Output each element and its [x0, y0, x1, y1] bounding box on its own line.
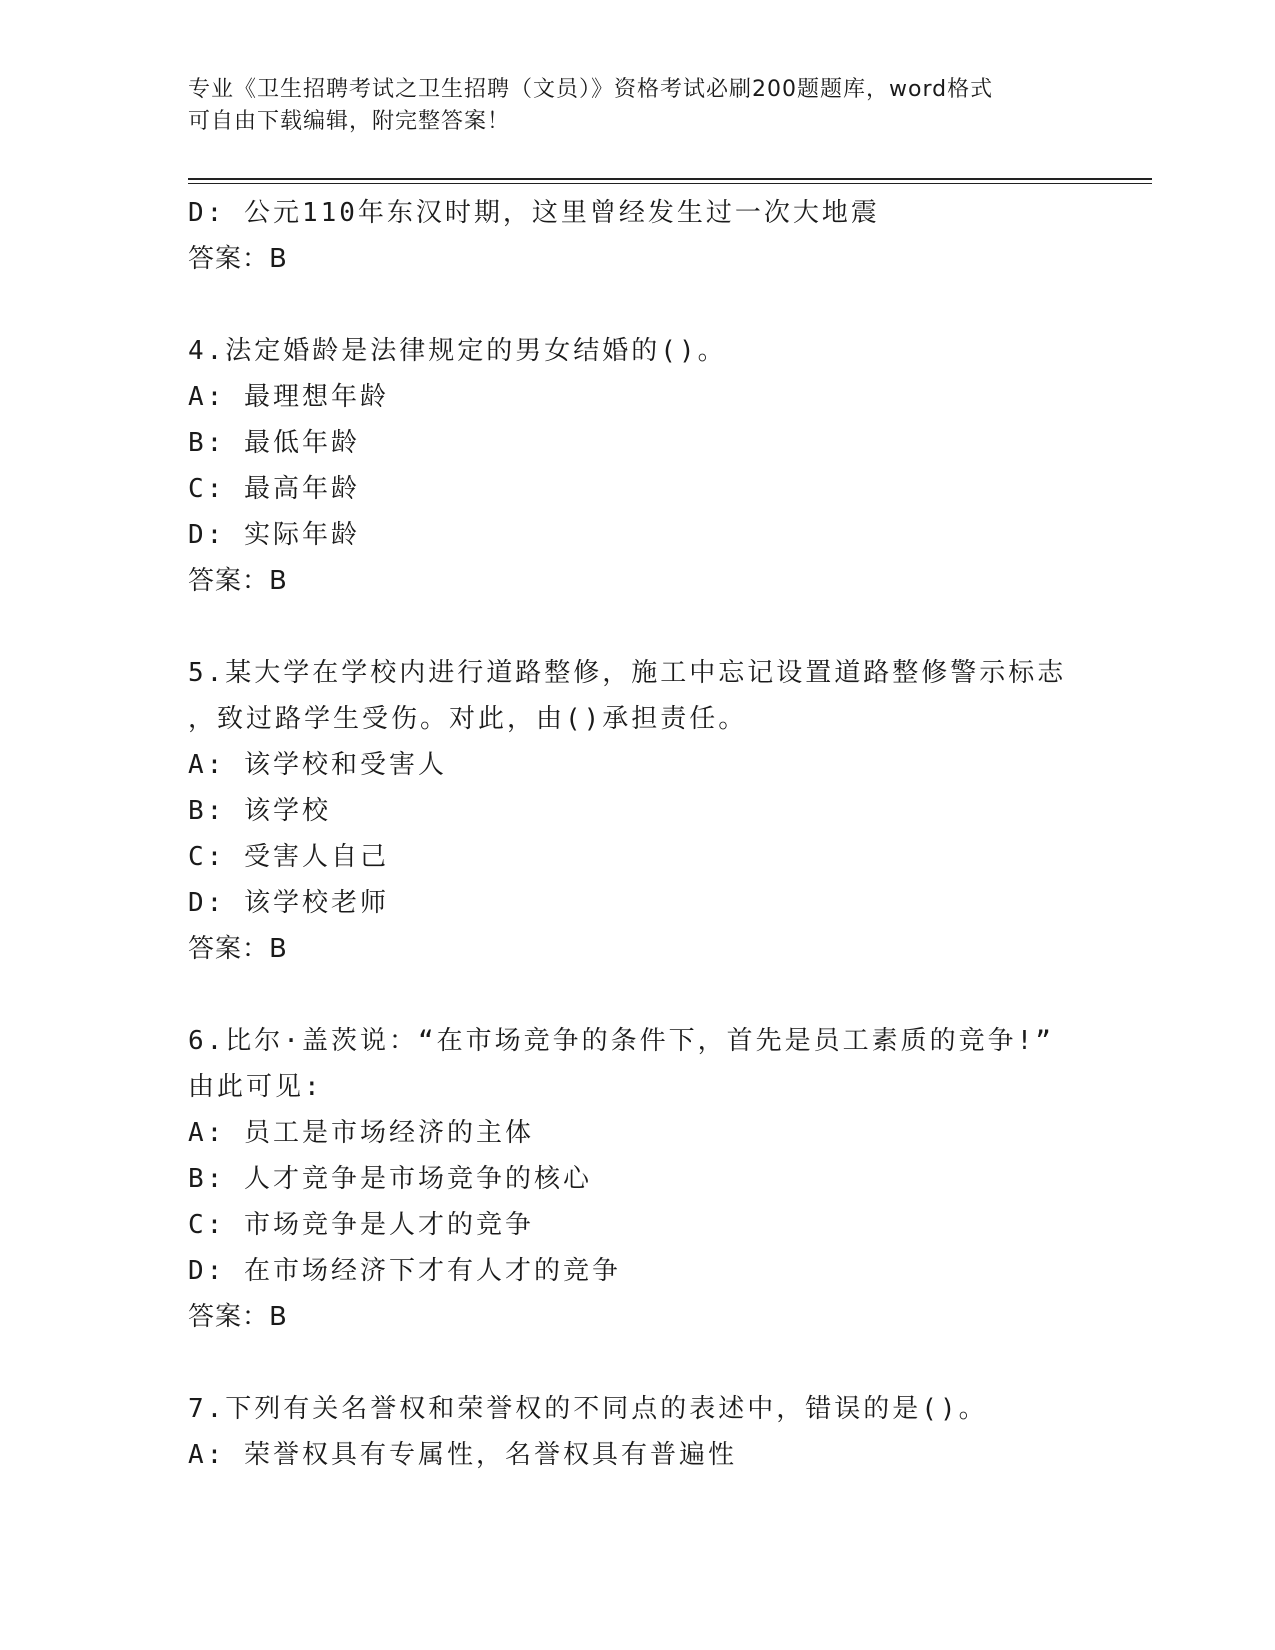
question-6	[188, 1018, 1148, 1340]
question-stem: 7.下列有关名誉权和荣誉权的不同点的表述中，错误的是()。	[188, 1394, 988, 1424]
option-b: B: 最低年龄	[188, 428, 360, 458]
question-5	[188, 650, 1148, 972]
option-a: A: 荣誉权具有专属性，名誉权具有普遍性	[188, 1440, 737, 1470]
option-b: B: 该学校	[188, 796, 331, 826]
option-a: A: 最理想年龄	[188, 382, 389, 412]
question-fragment	[188, 190, 1148, 282]
option-b: B: 人才竞争是市场竞争的核心	[188, 1164, 592, 1194]
option-d: D: 该学校老师	[188, 888, 389, 918]
question-7	[188, 1386, 1148, 1478]
answer-line: 答案：B	[188, 934, 288, 964]
answer-line: 答案：B	[188, 244, 288, 274]
question-stem: 5.某大学在学校内进行道路整修，施工中忘记设置道路整修警示标志	[188, 658, 1067, 688]
option-c: C: 最高年龄	[188, 474, 360, 504]
answer-line: 答案：B	[188, 566, 288, 596]
question-stem: 4.法定婚龄是法律规定的男女结婚的()。	[188, 336, 727, 366]
question-4	[188, 328, 1148, 604]
option-d: D: 在市场经济下才有人才的竞争	[188, 1256, 621, 1286]
option-c: C: 市场竞争是人才的竞争	[188, 1210, 534, 1240]
question-stem-continued: ，致过路学生受伤。对此，由()承担责任。	[188, 704, 748, 734]
header-line-2: 可自由下载编辑，附完整答案！	[188, 109, 511, 134]
document-header	[188, 74, 1088, 138]
option-a: A: 该学校和受害人	[188, 750, 447, 780]
question-list	[188, 190, 1148, 1478]
header-line-1: 专业《卫生招聘考试之卫生招聘（文员）》资格考试必刷200题题库，word格式	[188, 77, 994, 102]
answer-line: 答案：B	[188, 1302, 288, 1332]
option-d: D: 实际年龄	[188, 520, 360, 550]
option-d: D: 公元110年东汉时期，这里曾经发生过一次大地震	[188, 198, 880, 228]
option-a: A: 员工是市场经济的主体	[188, 1118, 534, 1148]
header-divider-thick	[188, 178, 1152, 180]
option-c: C: 受害人自己	[188, 842, 389, 872]
question-stem: 6.比尔·盖茨说：“在市场竞争的条件下，首先是员工素质的竞争!”	[188, 1026, 1054, 1056]
question-stem-continued: 由此可见:	[188, 1072, 323, 1102]
header-divider-thin	[188, 183, 1152, 184]
